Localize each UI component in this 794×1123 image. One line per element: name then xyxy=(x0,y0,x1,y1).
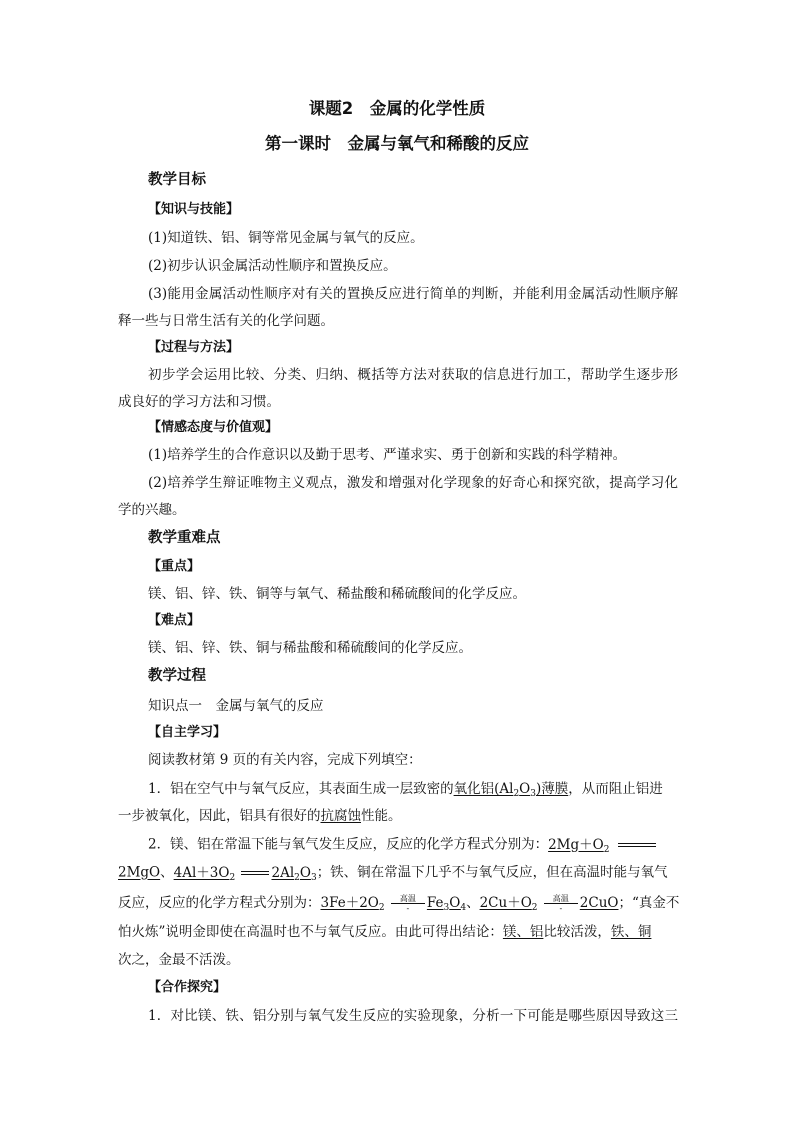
knowledge-point-1: 知识点一 金属与氧气的反应 xyxy=(148,698,324,714)
equals-high-temp-1: 高温 - xyxy=(391,894,425,913)
label-cooperative-inquiry: 【合作探究】 xyxy=(148,980,227,995)
section-heading-keypoints: 教学重难点 xyxy=(148,530,221,546)
equals-sign-1 xyxy=(618,834,656,856)
goal-emotion-2a: (2)培养学生辩证唯物主义观点，激发和增强对化学现象的好奇心和探究欲，提高学习化 xyxy=(148,475,678,491)
equals-high-temp-2: 高温 - xyxy=(544,894,578,913)
label-hard: 【难点】 xyxy=(148,613,201,628)
equation-al2o3: $2Al_2O_3$ xyxy=(271,864,317,883)
equation-fe-o2: $3Fe+2O_2$ xyxy=(320,895,385,913)
goal-knowledge-3b: 释一些与日常生活有关的化学问题。 xyxy=(118,313,334,329)
section-heading-process: 教学过程 xyxy=(148,668,206,684)
question-2-line-c: 反应，反应的化学方程式分别为：$3Fe+2O_2$ 高温 - $Fe_3O_4$、$2Cu+O_2$ 高温 - 2CuO；“真金不 xyxy=(118,894,680,913)
question-2-line-d: 怕火炼”说明金即使在高温时也不与氧气反应。由此可得出结论：镁、铝比较活泼，铁、铜 xyxy=(118,924,652,940)
label-process-method: 【过程与方法】 xyxy=(148,340,240,355)
key-text: 镁、铝、锌、铁、铜等与氧气、稀盐酸和稀硫酸间的化学反应。 xyxy=(148,586,526,602)
answer-alumina-film: 氧化铝$(Al_2O_3)$薄膜 xyxy=(453,781,569,799)
goal-knowledge-2: (2)初步认识金属活动性顺序和置换反应。 xyxy=(148,258,397,274)
equation-cu-o2: $2Cu+O_2$ xyxy=(479,895,538,913)
lesson-subtitle: 第一课时 金属与氧气和稀酸的反应 xyxy=(265,134,529,153)
equation-fe3o4: $Fe_3O_4$ xyxy=(426,895,467,913)
goal-emotion-2b: 学的兴趣。 xyxy=(118,502,186,518)
goal-knowledge-1: (1)知道铁、铝、铜等常见金属与氧气的反应。 xyxy=(148,230,424,246)
question-1-line-a: 1．铝在空气中与氧气反应，其表面生成一层致密的氧化铝$(Al_2O_3)$薄膜，从而阻止铝进 xyxy=(148,781,663,799)
question-2-line-e: 次之，金最不活泼。 xyxy=(118,952,240,968)
equation-cuo: 2CuO xyxy=(579,895,619,911)
question-2-line-b: 2MgO、$4Al+3O_2$ $2Al_2O_3$；铁、铜在常温下几乎不与氧气反应，但在高温时能与氧气 xyxy=(118,862,668,884)
label-knowledge: 【知识与技能】 xyxy=(148,202,240,217)
process-method-text-a: 初步学会运用比较、分类、归纳、概括等方法对获取的信息进行加工，帮助学生逐步形 xyxy=(148,367,678,383)
question-2-line-a: 2．镁、铝在常温下能与氧气发生反应，反应的化学方程式分别为：$2Mg+O_2$ xyxy=(148,834,656,856)
process-method-text-b: 成良好的学习方法和习惯。 xyxy=(118,394,280,410)
label-self-study: 【自主学习】 xyxy=(148,725,227,740)
hard-text: 镁、铝、锌、铁、铜与稀盐酸和稀硫酸间的化学反应。 xyxy=(148,640,472,656)
equation-mg-o2: $2Mg+O_2$ xyxy=(548,836,610,855)
question-1-line-b: 一步被氧化，因此，铝具有很好的抗腐蚀性能。 xyxy=(118,808,402,824)
answer-fe-cu: 铁、铜 xyxy=(610,924,652,940)
equation-mgo: 2MgO xyxy=(118,864,161,881)
goal-knowledge-3a: (3)能用金属活动性顺序对有关的置换反应进行简单的判断，并能利用金属活动性顺序解 xyxy=(148,286,678,302)
goal-emotion-1: (1)培养学生的合作意识以及勤于思考、严谨求实、勇于创新和实践的科学精神。 xyxy=(148,447,627,463)
cooperative-question-1: 1．对比镁、铁、铝分别与氧气发生反应的实验现象，分析一下可能是哪些原因导致这三 xyxy=(148,1008,678,1024)
answer-corrosion-resistance: 抗腐蚀 xyxy=(320,808,361,824)
equals-sign-2 xyxy=(241,862,269,884)
label-key: 【重点】 xyxy=(148,559,201,574)
answer-mg-al: 镁、铝 xyxy=(502,924,544,940)
label-emotion: 【情感态度与价值观】 xyxy=(148,420,279,435)
reading-instruction: 阅读教材第 9 页的有关内容，完成下列填空： xyxy=(148,752,422,768)
section-heading-goals: 教学目标 xyxy=(148,172,206,188)
equation-al-o2: $4Al+3O_2$ xyxy=(173,864,236,883)
lesson-title: 课题2 金属的化学性质 xyxy=(308,99,486,118)
